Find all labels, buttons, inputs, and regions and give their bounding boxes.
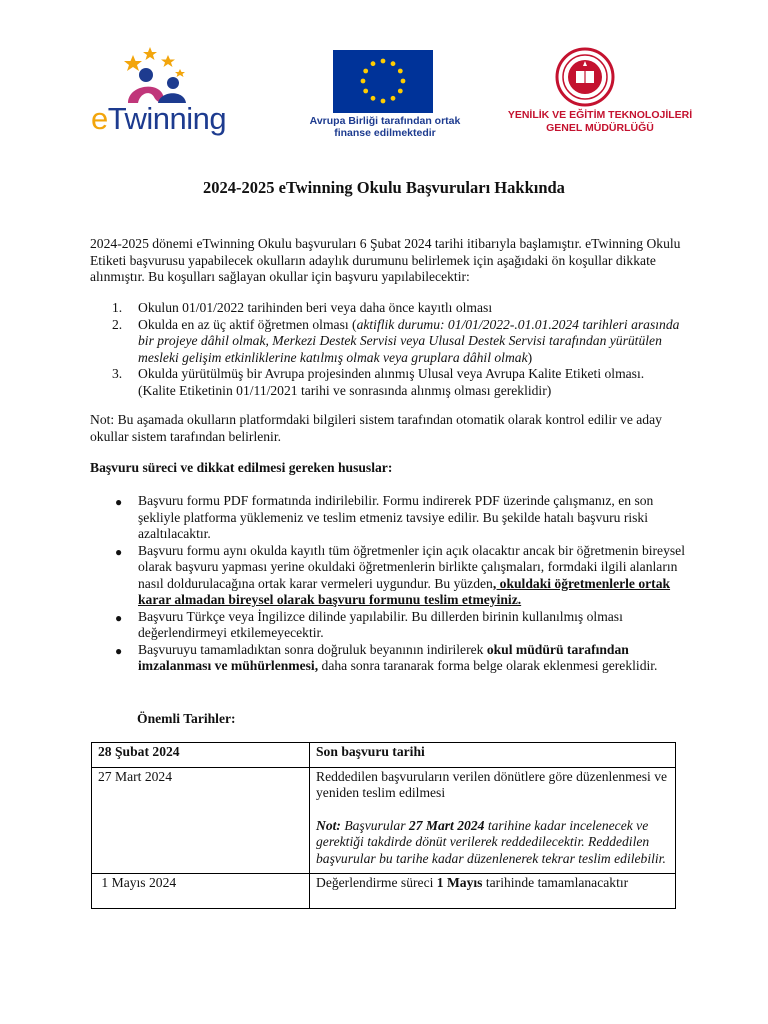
list-item [90,493,685,543]
bullet-text: daha sonra taranarak forma belge olarak eklenmesi gereklidir. [318,658,658,673]
page-title: 2024-2025 eTwinning Okulu Başvuruları Hakkında [203,178,565,197]
note-text: tarihine kadar incelenecek ve gerektiği takdirde dönüt verilerek reddedilecektir. Reddedilen başvurular bu tarihe kadar düzenlenerek tekrar teslim edilebilir. [316,817,666,866]
bullet-icon: ● [115,544,123,559]
table-row [92,743,676,768]
list-text: Okulda en az üç aktif öğretmen olması ( [138,316,357,332]
note-date: 27 Mart 2024 [408,817,485,833]
desc-text: Reddedilen başvuruların verilen dönütlere göre düzenlenmesi ve yeniden teslim edilmesi [316,768,668,800]
desc-bold: 1 Mayıs [436,875,483,890]
process-heading: Başvuru süreci ve dikkat edilmesi gereken hususlar: [90,460,393,475]
yegitek-emblem-icon [555,47,615,107]
yegitek-caption-line2: GENEL MÜDÜRLÜĞÜ [546,122,654,134]
list-item [90,300,685,317]
eu-flag-icon [333,50,433,113]
etwinning-stars-icon [88,45,228,105]
yegitek-caption [500,109,700,135]
desc-text: tarihinde tamamlanacaktır [482,875,629,890]
list-number: 1. [112,300,123,315]
list-text: ) [527,349,533,365]
date-cell [92,874,310,909]
desc-cell [310,874,676,909]
bullet-text-underlined: , okuldaki öğretmenlerle ortak karar almadan bireysel olarak başvuru formunu teslim etmeyiniz. [138,575,671,607]
desc-text: Değerlendirme süreci [316,875,437,890]
table-row [92,874,676,909]
bullet-text: Başvuruyu tamamladıktan sonra doğruluk beyanının indirilerek [138,641,487,657]
conditions-list [90,300,685,399]
bullet-icon: ● [115,495,123,509]
list-text-italic: aktiflik durumu: 01/01/2022-.01.01.2024 tarihleri arasında bir projeye dâhil olmak, Merkezi Destek Servisi veya Ulusal Destek Servisi tarafından yürütülen mesleki gelişim etkinliklerine katılmış olmak veya gruplara dâhil olmak [138,316,680,365]
intro-paragraph: 2024-2025 dönemi eTwinning Okulu başvuruları 6 Şubat 2024 tarihi itibarıyla başlamıştır. eTwinning Okulu Etiketi başvurusu yapabilecek okulların adaylık durumunu belirlemek için aşağıdaki ön koşullar dikkate alınmıştır. Bu koşulları sağlayan okullar için başvuru yapılabilecektir: [90,236,681,284]
bullet-text-bold: okul müdürü tarafından imzalanması ve mühürlenmesi, [138,641,629,673]
bullet-text: Başvuru formu PDF formatında indirilebilir. Formu indirerek PDF üzerinde çalışmanız, en son şekliyle platforma yüklemeniz ve teslim etmeniz tavsiye edilir. Bu şekilde hatalı başvuru riski azaltılacaktır. [138,493,654,541]
list-item [90,543,685,609]
list-item [90,609,685,642]
note-label: Not: [316,817,341,833]
note-text: Başvurular [340,817,409,833]
list-number: 3. [112,366,123,381]
list-item [90,366,685,399]
eu-logo [305,50,465,140]
note-paragraph: Not: Bu aşamada okulların platformdaki bilgileri sistem tarafından otomatik olarak kontrol edilir ve aday okullar sistem tarafından belirlenir. [90,412,662,444]
table-row [92,767,676,874]
desc-note [316,818,669,868]
process-bullets [90,493,685,675]
date-cell: 28 Şubat 2024 [92,743,310,768]
bullet-icon: ● [115,643,123,658]
desc-cell: Son başvuru tarihi [310,743,676,768]
list-item [90,317,685,367]
dates-table [91,742,676,909]
date-text: 1 Mayıs 2024 [101,875,177,890]
bullet-icon: ● [115,610,123,625]
list-text: Okulun 01/01/2022 tarihinden beri veya daha önce kayıtlı olması [138,300,493,315]
etwinning-wordmark: eTwinning [91,101,227,136]
list-number: 2. [112,316,123,332]
yegitek-logo [500,47,700,142]
etwinning-logo [88,45,228,140]
yegitek-caption-line1: YENİLİK VE EĞİTİM TEKNOLOJİLERİ [507,109,693,121]
list-item [90,642,685,675]
bullet-text: Başvuru Türkçe veya İngilizce dilinde yapılabilir. Bu dillerden birinin kullanılmış olması değerlendirmeyi etkilemeyecektir. [138,608,623,640]
date-cell: 27 Mart 2024 [92,767,310,874]
header-logos [0,45,768,145]
eu-caption: Avrupa Birliği tarafından ortak finanse edilmektedir [309,115,461,139]
bullet-text: Başvuru formu aynı okulda kayıtlı tüm öğretmenler için açık olacaktır ancak bir öğretmenin bireysel olarak başvuru yapması yerine okuldaki öğretmenlerin birlikte çalışmaları, formdaki ilgili alanların nasıl doldurulacağına ortak karar vermeleri uygundur. Bu yüzden [138,542,685,591]
dates-heading: Önemli Tarihler: [137,711,236,726]
desc-cell [310,767,676,874]
list-text: Okulda yürütülmüş bir Avrupa projesinden alınmış Ulusal veya Avrupa Kalite Etiketi olması. (Kalite Etiketinin 01/11/2021 tarihi ve sonrasında alınmış olması gereklidir) [138,366,645,398]
